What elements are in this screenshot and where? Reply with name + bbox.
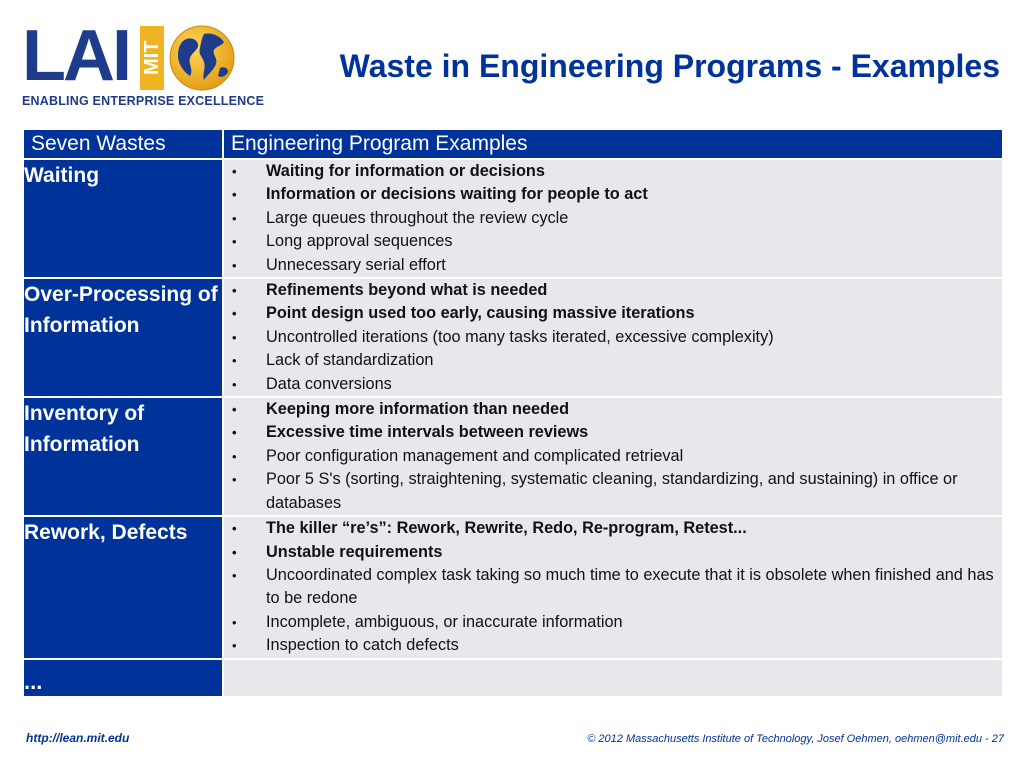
example-list-item: • Unnecessary serial effort <box>224 254 1002 277</box>
footer-copyright: © 2012 Massachusetts Institute of Technology, Josef Oehmen, oehmen@mit.edu - 27 <box>587 733 1004 745</box>
example-list-item: • Large queues throughout the review cycle <box>224 207 1002 230</box>
table-row <box>24 659 1002 697</box>
example-list-item: • Inspection to catch defects <box>224 634 1002 657</box>
example-list-item: • Unstable requirements <box>224 541 1002 564</box>
example-list-item: • Excessive time intervals between reviews <box>224 421 1002 444</box>
example-list-item: • Poor configuration management and complicated retrieval <box>224 445 1002 468</box>
waste-category: Over-Processing of Information <box>24 278 223 397</box>
example-list-item: • Uncontrolled iterations (too many tasks iterated, excessive complexity) <box>224 326 1002 349</box>
page-title: Waste in Engineering Programs - Examples <box>339 48 1000 84</box>
example-cell <box>223 278 1002 397</box>
example-list-item: • Waiting for information or decisions <box>224 160 1002 183</box>
example-cell <box>223 516 1002 658</box>
example-list <box>224 517 1002 657</box>
example-list-item: • Point design used too early, causing massive iterations <box>224 302 1002 325</box>
wastes-table <box>24 130 1002 698</box>
waste-category: Waiting <box>24 159 223 278</box>
example-list-item: • Poor 5 S's (sorting, straightening, systematic cleaning, standardizing, and sustaining) in office or databases <box>224 468 1002 515</box>
example-cell <box>223 159 1002 278</box>
waste-category: ... <box>24 659 223 697</box>
table-header-row <box>24 130 1002 159</box>
table-row <box>24 159 1002 278</box>
logo-mit-badge: MIT <box>140 26 164 90</box>
logo-lai-text: LAI <box>22 16 129 96</box>
footer-url[interactable]: http://lean.mit.edu <box>26 731 130 745</box>
waste-category: Rework, Defects <box>24 516 223 658</box>
header-program-examples: Engineering Program Examples <box>223 130 1002 159</box>
table-row <box>24 278 1002 397</box>
table-body <box>24 159 1002 697</box>
example-list-item: • Refinements beyond what is needed <box>224 279 1002 302</box>
header-seven-wastes: Seven Wastes <box>24 130 223 159</box>
example-list-item: • Incomplete, ambiguous, or inaccurate information <box>224 611 1002 634</box>
lai-mit-logo <box>22 16 265 112</box>
example-list-item: • Keeping more information than needed <box>224 398 1002 421</box>
table-row <box>24 516 1002 658</box>
waste-category: Inventory of Information <box>24 397 223 516</box>
logo-tagline: ENABLING ENTERPRISE EXCELLENCE <box>22 94 265 108</box>
example-cell <box>223 659 1002 697</box>
example-list-item: • Uncoordinated complex task taking so much time to execute that it is obsolete when finished and has to be redone <box>224 564 1002 611</box>
example-list <box>224 160 1002 277</box>
example-list <box>224 279 1002 396</box>
example-list-item: • Long approval sequences <box>224 230 1002 253</box>
globe-icon <box>168 24 236 92</box>
example-list-item: • Lack of standardization <box>224 349 1002 372</box>
table-row <box>24 397 1002 516</box>
example-list-item: • The killer “re’s”: Rework, Rewrite, Redo, Re-program, Retest... <box>224 517 1002 540</box>
example-list-item: • Information or decisions waiting for people to act <box>224 183 1002 206</box>
example-list-item: • Data conversions <box>224 373 1002 396</box>
example-list <box>224 398 1002 515</box>
example-cell <box>223 397 1002 516</box>
